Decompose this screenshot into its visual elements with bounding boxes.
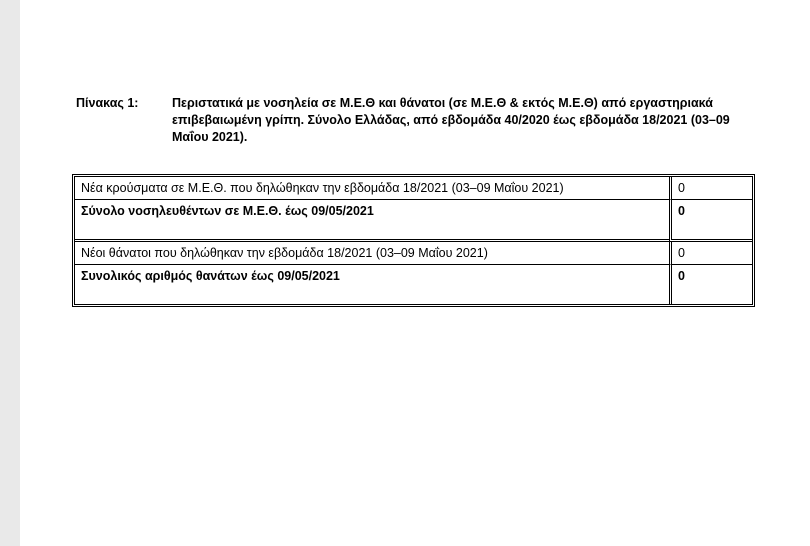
- caption-text: Περιστατικά με νοσηλεία σε Μ.Ε.Θ και θάνατοι (σε Μ.Ε.Θ & εκτός Μ.Ε.Θ) από εργαστηριακά επιβεβαιωμένη γρίπη. Σύνολο Ελλάδας, από εβδομάδα 40/2020 έως εβδομάδα 18/2021 (03–09 Μαΐου 2021).: [172, 96, 730, 144]
- document-page: [20, 0, 810, 546]
- row-label: Σύνολο νοσηλευθέντων σε Μ.Ε.Θ. έως 09/05/2021: [75, 200, 669, 242]
- row-value: 0: [669, 177, 752, 200]
- table-row: [75, 265, 752, 304]
- row-value: 0: [669, 200, 752, 242]
- row-value: 0: [669, 242, 752, 265]
- caption-label: Πίνακας 1:: [76, 96, 139, 110]
- table-row: [75, 177, 752, 200]
- row-label: Νέα κρούσματα σε Μ.Ε.Θ. που δηλώθηκαν την εβδομάδα 18/2021 (03–09 Μαΐου 2021): [75, 177, 669, 200]
- table-row: [75, 242, 752, 265]
- table-row: [75, 200, 752, 242]
- row-label: Συνολικός αριθμός θανάτων έως 09/05/2021: [81, 269, 340, 283]
- table-caption: [76, 95, 736, 146]
- icu-deaths-table: [72, 174, 755, 307]
- row-label: Νέοι θάνατοι που δηλώθηκαν την εβδομάδα 18/2021 (03–09 Μαΐου 2021): [75, 242, 669, 265]
- row-value: 0: [669, 265, 752, 304]
